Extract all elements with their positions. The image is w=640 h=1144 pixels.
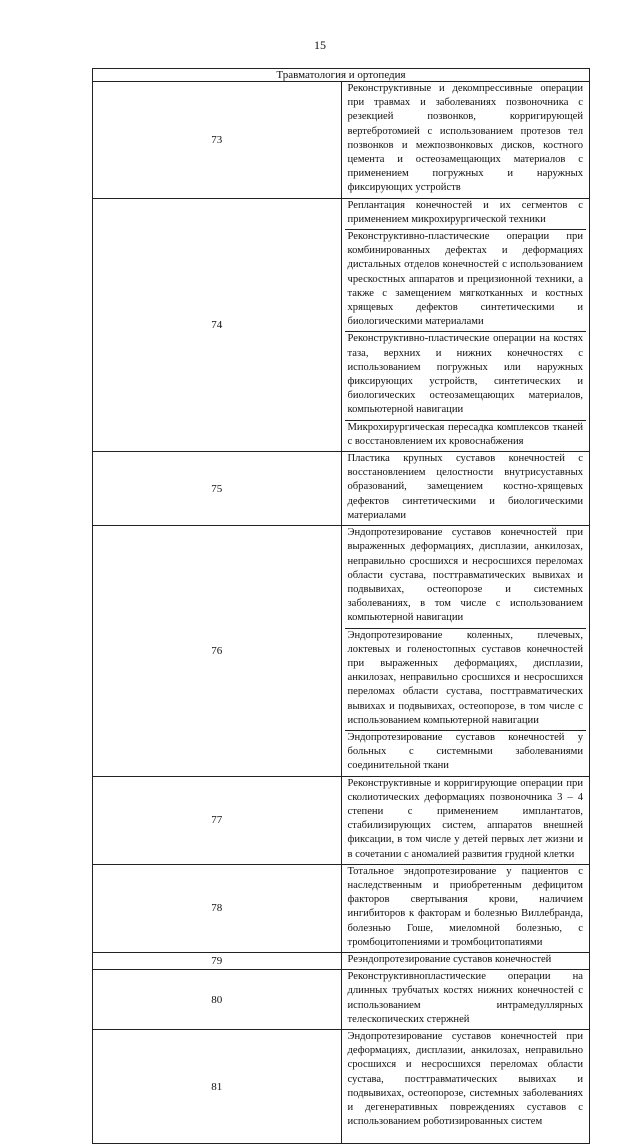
table-row bbox=[93, 452, 590, 526]
table-row bbox=[93, 198, 590, 451]
section-title: Травматология и ортопедия bbox=[93, 69, 590, 82]
table-row bbox=[93, 970, 590, 1030]
procedure-cell bbox=[341, 1030, 590, 1144]
row-number: 75 bbox=[93, 452, 342, 526]
row-number: 74 bbox=[93, 198, 342, 451]
procedure-description: Микрохирургическая пересадка комплексов тканей с восстановлением их кровоснабжения bbox=[345, 420, 587, 451]
procedure-description: Реплантация конечностей и их сегментов с применением микрохирургической техники bbox=[347, 199, 583, 225]
procedure-description: Реконструктивные и корригирующие операции при сколиотических деформациях позвоночника 3 – 4 степени с применением имплантатов, стабилизирующих систем, аппаратов внешней фиксации, в том числе у детей первых лет жизни и в сочетании с аномалией развития грудной клетки bbox=[347, 777, 583, 860]
procedure-description: Реконструктивнопластические операции на длинных трубчатых костях нижних конечностей с использованием интрамедуллярных телескопических стержней bbox=[347, 971, 583, 1025]
procedure-description: Эндопротезирование суставов конечностей при деформациях, дисплазии, анкилозах, неправильно сросшихся и несросшихся переломах области сустава, посттравматических вывихах и подвывихах, остеопорозе, системных заболеваниях и дегенеративных повреждениях суставов с использованием роботизированных систем bbox=[347, 1031, 583, 1128]
procedure-cell bbox=[341, 452, 590, 526]
procedure-cell bbox=[341, 776, 590, 864]
procedure-description: Реконструктивно-пластические операции при комбинированных дефектах и деформациях дистальных отделов конечностей с использованием чрескостных аппаратов и прецизионной техники, а также с замещением мягкотканных и костных хрящевых дефектов синтетическими и биологическими материалами bbox=[345, 229, 587, 331]
procedure-cell bbox=[341, 864, 590, 952]
table-row bbox=[93, 82, 590, 199]
row-number: 73 bbox=[93, 82, 342, 199]
procedure-description: Пластика крупных суставов конечностей с восстановлением целостности внутрисуставных образований, замещением костно-хрящевых дефектов синтетическими и биологическими материалами bbox=[347, 453, 583, 521]
procedure-cell bbox=[341, 198, 590, 451]
procedure-description: Эндопротезирование суставов конечностей у больных с системными заболеваниями соединительной ткани bbox=[345, 730, 587, 776]
procedure-cell bbox=[341, 82, 590, 199]
procedure-description: Эндопротезирование суставов конечностей при выраженных деформациях, дисплазии, анкилозах, неправильно сросшихся и несросшихся переломах области сустава, посттравматических вывихах и подвывихах, остеопорозе и системных заболеваниях, в том числе с использованием компьютерной навигации bbox=[347, 527, 583, 624]
row-number: 81 bbox=[93, 1030, 342, 1144]
section-header-row bbox=[93, 69, 590, 82]
row-number: 79 bbox=[93, 952, 342, 969]
row-number: 78 bbox=[93, 864, 342, 952]
table-row bbox=[93, 864, 590, 952]
row-number: 80 bbox=[93, 970, 342, 1030]
procedures-table bbox=[92, 68, 590, 1144]
page-number: 15 bbox=[314, 38, 326, 52]
table-row bbox=[93, 1030, 590, 1144]
table-row bbox=[93, 526, 590, 776]
row-number: 77 bbox=[93, 776, 342, 864]
procedure-description: Реконструктивные и декомпрессивные операции при травмах и заболеваниях позвоночника с резекцией позвонков, корригирующей вертебротомией с использованием протезов тел позвонков и межпозвонковых дисков, костного цемента и остеозамещающих материалов с применением погружных и наружных фиксирующих устройств bbox=[347, 83, 583, 194]
procedure-cell bbox=[341, 970, 590, 1030]
procedure-cell bbox=[341, 952, 590, 969]
procedure-description: Реконструктивно-пластические операции на костях таза, верхних и нижних конечностях с использованием погружных или наружных фиксирующих устройств, синтетических и биологических остеозамещающих материалов, компьютерной навигации bbox=[345, 331, 587, 419]
row-number: 76 bbox=[93, 526, 342, 776]
procedure-description: Реэндопротезирование суставов конечностей bbox=[347, 953, 552, 965]
procedure-description: Тотальное эндопротезирование у пациентов с наследственным и приобретенным дефицитом факторов свертывания крови, наличием ингибиторов к факторам и болезнью Виллебранда, болезнью Гоше, миеломной болезнью, с тромбоцитопениями и тромбоцитопатиями bbox=[347, 865, 583, 948]
procedure-description: Эндопротезирование коленных, плечевых, локтевых и голеностопных суставов конечностей при выраженных деформациях, дисплазии, анкилозах, неправильно сросшихся и несросшихся переломах области сустава, посттравматических вывихах и подвывихах, остеопорозе, в том числе с использованием компьютерной навигации bbox=[345, 628, 587, 730]
table-row bbox=[93, 952, 590, 969]
table-row bbox=[93, 776, 590, 864]
procedure-cell bbox=[341, 526, 590, 776]
